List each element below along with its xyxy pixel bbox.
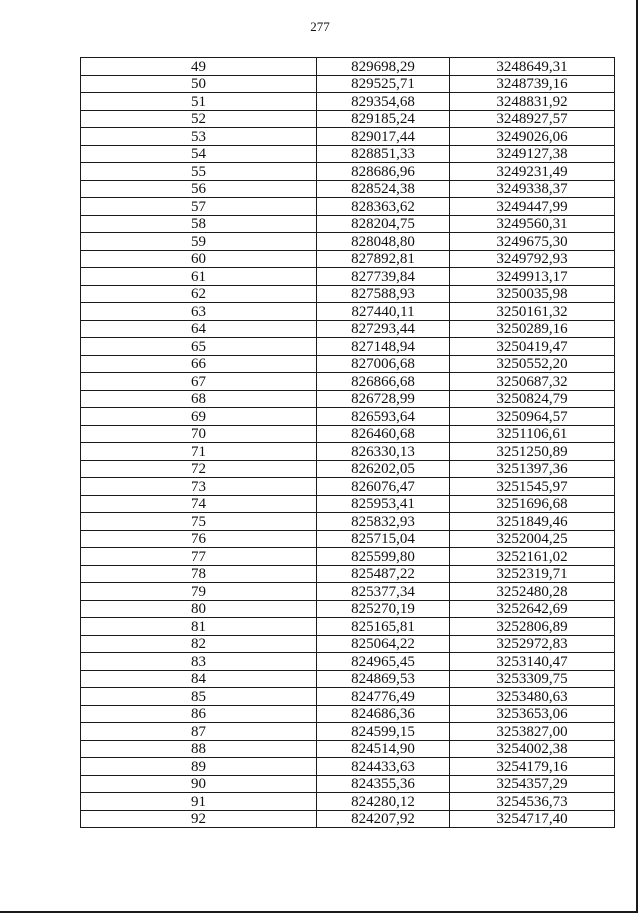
table-row: [81, 810, 615, 828]
x-coordinate-cell: 824776,49: [317, 688, 450, 706]
y-coordinate-cell: 3252480,28: [450, 583, 615, 601]
x-coordinate-cell: 824207,92: [317, 810, 450, 828]
y-coordinate-cell: 3253653,06: [450, 705, 615, 723]
y-coordinate-cell: 3248739,16: [450, 75, 615, 93]
table-row: [81, 758, 615, 776]
x-coordinate-cell: 825064,22: [317, 635, 450, 653]
point-number-cell: 68: [81, 390, 317, 408]
x-coordinate-cell: 824599,15: [317, 723, 450, 741]
y-coordinate-cell: 3250289,16: [450, 320, 615, 338]
x-coordinate-cell: 826330,13: [317, 443, 450, 461]
table-row: [81, 215, 615, 233]
table-row: [81, 128, 615, 146]
point-number-cell: 75: [81, 513, 317, 531]
point-number-cell: 72: [81, 460, 317, 478]
x-coordinate-cell: 828524,38: [317, 180, 450, 198]
y-coordinate-cell: 3252004,25: [450, 530, 615, 548]
x-coordinate-cell: 829354,68: [317, 93, 450, 111]
y-coordinate-cell: 3249231,49: [450, 163, 615, 181]
point-number-cell: 50: [81, 75, 317, 93]
point-number-cell: 86: [81, 705, 317, 723]
table-row: [81, 670, 615, 688]
x-coordinate-cell: 825832,93: [317, 513, 450, 531]
y-coordinate-cell: 3252642,69: [450, 600, 615, 618]
y-coordinate-cell: 3254717,40: [450, 810, 615, 828]
table-row: [81, 425, 615, 443]
table-row: [81, 303, 615, 321]
point-number-cell: 78: [81, 565, 317, 583]
x-coordinate-cell: 825715,04: [317, 530, 450, 548]
table-row: [81, 565, 615, 583]
point-number-cell: 91: [81, 793, 317, 811]
y-coordinate-cell: 3249792,93: [450, 250, 615, 268]
point-number-cell: 65: [81, 338, 317, 356]
table-row: [81, 110, 615, 128]
coordinates-table: [80, 57, 615, 828]
x-coordinate-cell: 825165,81: [317, 618, 450, 636]
point-number-cell: 58: [81, 215, 317, 233]
point-number-cell: 80: [81, 600, 317, 618]
y-coordinate-cell: 3251545,97: [450, 478, 615, 496]
table-row: [81, 355, 615, 373]
y-coordinate-cell: 3250824,79: [450, 390, 615, 408]
y-coordinate-cell: 3254536,73: [450, 793, 615, 811]
x-coordinate-cell: 827739,84: [317, 268, 450, 286]
point-number-cell: 71: [81, 443, 317, 461]
point-number-cell: 53: [81, 128, 317, 146]
y-coordinate-cell: 3252319,71: [450, 565, 615, 583]
y-coordinate-cell: 3252972,83: [450, 635, 615, 653]
x-coordinate-cell: 829525,71: [317, 75, 450, 93]
x-coordinate-cell: 829017,44: [317, 128, 450, 146]
y-coordinate-cell: 3252806,89: [450, 618, 615, 636]
point-number-cell: 81: [81, 618, 317, 636]
x-coordinate-cell: 824355,36: [317, 775, 450, 793]
y-coordinate-cell: 3253309,75: [450, 670, 615, 688]
x-coordinate-cell: 828851,33: [317, 145, 450, 163]
table-row: [81, 233, 615, 251]
table-row: [81, 548, 615, 566]
x-coordinate-cell: 826202,05: [317, 460, 450, 478]
y-coordinate-cell: 3253140,47: [450, 653, 615, 671]
point-number-cell: 79: [81, 583, 317, 601]
table-row: [81, 250, 615, 268]
coordinates-table-body: [81, 58, 615, 828]
y-coordinate-cell: 3249127,38: [450, 145, 615, 163]
y-coordinate-cell: 3252161,02: [450, 548, 615, 566]
x-coordinate-cell: 828363,62: [317, 198, 450, 216]
x-coordinate-cell: 827588,93: [317, 285, 450, 303]
table-row: [81, 653, 615, 671]
table-row: [81, 320, 615, 338]
table-row: [81, 338, 615, 356]
x-coordinate-cell: 827293,44: [317, 320, 450, 338]
table-row: [81, 530, 615, 548]
y-coordinate-cell: 3253827,00: [450, 723, 615, 741]
x-coordinate-cell: 825599,80: [317, 548, 450, 566]
point-number-cell: 63: [81, 303, 317, 321]
point-number-cell: 57: [81, 198, 317, 216]
point-number-cell: 74: [81, 495, 317, 513]
y-coordinate-cell: 3250419,47: [450, 338, 615, 356]
x-coordinate-cell: 824965,45: [317, 653, 450, 671]
table-row: [81, 618, 615, 636]
y-coordinate-cell: 3250552,20: [450, 355, 615, 373]
point-number-cell: 77: [81, 548, 317, 566]
x-coordinate-cell: 825377,34: [317, 583, 450, 601]
table-row: [81, 635, 615, 653]
x-coordinate-cell: 826076,47: [317, 478, 450, 496]
table-row: [81, 408, 615, 426]
x-coordinate-cell: 829185,24: [317, 110, 450, 128]
point-number-cell: 60: [81, 250, 317, 268]
x-coordinate-cell: 828048,80: [317, 233, 450, 251]
table-row: [81, 583, 615, 601]
x-coordinate-cell: 825487,22: [317, 565, 450, 583]
point-number-cell: 67: [81, 373, 317, 391]
point-number-cell: 54: [81, 145, 317, 163]
table-row: [81, 495, 615, 513]
point-number-cell: 51: [81, 93, 317, 111]
y-coordinate-cell: 3251397,36: [450, 460, 615, 478]
y-coordinate-cell: 3249338,37: [450, 180, 615, 198]
y-coordinate-cell: 3251696,68: [450, 495, 615, 513]
table-row: [81, 180, 615, 198]
table-row: [81, 740, 615, 758]
point-number-cell: 62: [81, 285, 317, 303]
y-coordinate-cell: 3250687,32: [450, 373, 615, 391]
table-row: [81, 460, 615, 478]
y-coordinate-cell: 3249447,99: [450, 198, 615, 216]
point-number-cell: 88: [81, 740, 317, 758]
point-number-cell: 87: [81, 723, 317, 741]
point-number-cell: 56: [81, 180, 317, 198]
x-coordinate-cell: 826728,99: [317, 390, 450, 408]
y-coordinate-cell: 3249913,17: [450, 268, 615, 286]
x-coordinate-cell: 826460,68: [317, 425, 450, 443]
point-number-cell: 73: [81, 478, 317, 496]
point-number-cell: 59: [81, 233, 317, 251]
point-number-cell: 61: [81, 268, 317, 286]
y-coordinate-cell: 3249675,30: [450, 233, 615, 251]
point-number-cell: 66: [81, 355, 317, 373]
table-row: [81, 93, 615, 111]
y-coordinate-cell: 3254357,29: [450, 775, 615, 793]
x-coordinate-cell: 824686,36: [317, 705, 450, 723]
table-row: [81, 443, 615, 461]
y-coordinate-cell: 3249560,31: [450, 215, 615, 233]
x-coordinate-cell: 824869,53: [317, 670, 450, 688]
y-coordinate-cell: 3251250,89: [450, 443, 615, 461]
table-row: [81, 478, 615, 496]
table-row: [81, 705, 615, 723]
x-coordinate-cell: 828204,75: [317, 215, 450, 233]
y-coordinate-cell: 3249026,06: [450, 128, 615, 146]
x-coordinate-cell: 827148,94: [317, 338, 450, 356]
y-coordinate-cell: 3254002,38: [450, 740, 615, 758]
x-coordinate-cell: 826593,64: [317, 408, 450, 426]
x-coordinate-cell: 828686,96: [317, 163, 450, 181]
x-coordinate-cell: 825953,41: [317, 495, 450, 513]
y-coordinate-cell: 3250161,32: [450, 303, 615, 321]
page-number: 277: [310, 19, 330, 34]
table-row: [81, 285, 615, 303]
table-row: [81, 688, 615, 706]
point-number-cell: 90: [81, 775, 317, 793]
y-coordinate-cell: 3251106,61: [450, 425, 615, 443]
table-row: [81, 163, 615, 181]
x-coordinate-cell: 829698,29: [317, 58, 450, 76]
x-coordinate-cell: 825270,19: [317, 600, 450, 618]
y-coordinate-cell: 3250964,57: [450, 408, 615, 426]
point-number-cell: 52: [81, 110, 317, 128]
point-number-cell: 70: [81, 425, 317, 443]
x-coordinate-cell: 827006,68: [317, 355, 450, 373]
x-coordinate-cell: 824280,12: [317, 793, 450, 811]
y-coordinate-cell: 3253480,63: [450, 688, 615, 706]
y-coordinate-cell: 3251849,46: [450, 513, 615, 531]
point-number-cell: 85: [81, 688, 317, 706]
y-coordinate-cell: 3248831,92: [450, 93, 615, 111]
table-row: [81, 775, 615, 793]
x-coordinate-cell: 824433,63: [317, 758, 450, 776]
y-coordinate-cell: 3254179,16: [450, 758, 615, 776]
y-coordinate-cell: 3248927,57: [450, 110, 615, 128]
table-row: [81, 513, 615, 531]
point-number-cell: 64: [81, 320, 317, 338]
table-row: [81, 198, 615, 216]
y-coordinate-cell: 3250035,98: [450, 285, 615, 303]
point-number-cell: 82: [81, 635, 317, 653]
point-number-cell: 89: [81, 758, 317, 776]
point-number-cell: 76: [81, 530, 317, 548]
x-coordinate-cell: 824514,90: [317, 740, 450, 758]
table-row: [81, 145, 615, 163]
table-row: [81, 58, 615, 76]
table-row: [81, 373, 615, 391]
x-coordinate-cell: 826866,68: [317, 373, 450, 391]
x-coordinate-cell: 827440,11: [317, 303, 450, 321]
point-number-cell: 92: [81, 810, 317, 828]
y-coordinate-cell: 3248649,31: [450, 58, 615, 76]
point-number-cell: 69: [81, 408, 317, 426]
table-row: [81, 723, 615, 741]
x-coordinate-cell: 827892,81: [317, 250, 450, 268]
point-number-cell: 49: [81, 58, 317, 76]
table-row: [81, 793, 615, 811]
point-number-cell: 55: [81, 163, 317, 181]
table-row: [81, 268, 615, 286]
table-row: [81, 390, 615, 408]
table-row: [81, 75, 615, 93]
table-row: [81, 600, 615, 618]
point-number-cell: 83: [81, 653, 317, 671]
point-number-cell: 84: [81, 670, 317, 688]
